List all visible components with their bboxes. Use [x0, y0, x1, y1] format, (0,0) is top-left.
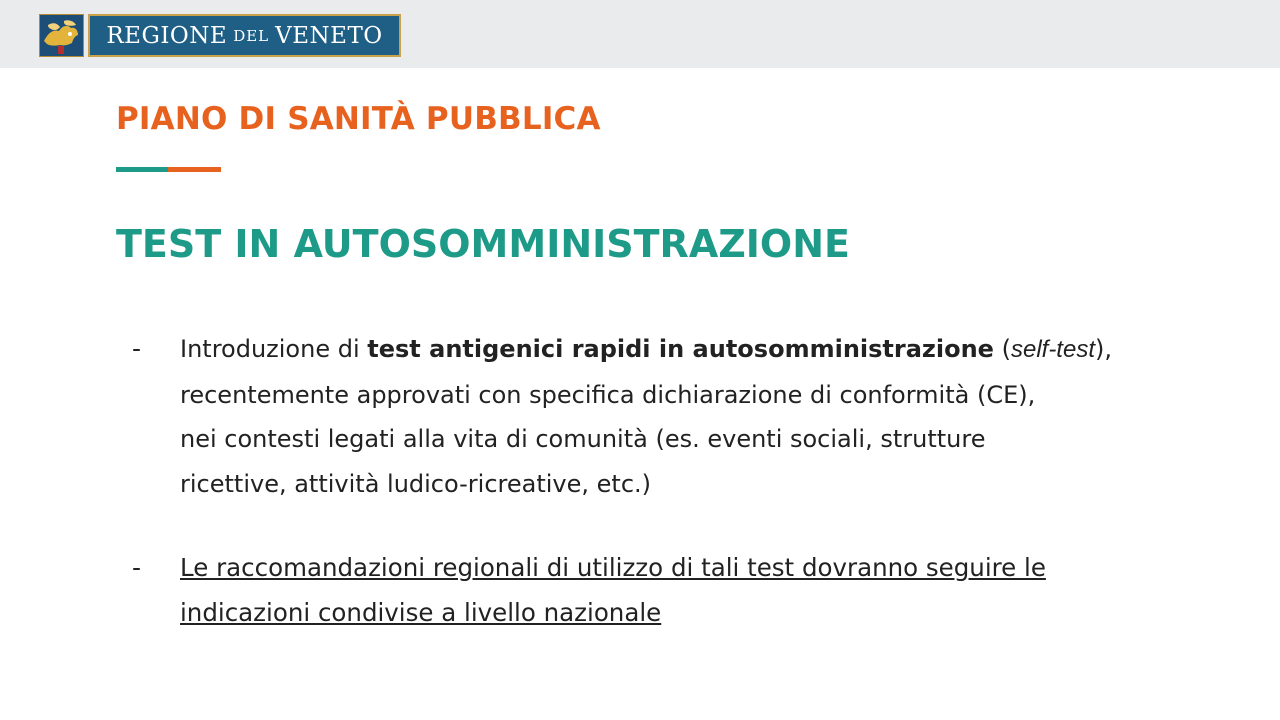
bullet-line: [180, 591, 1172, 636]
bullet-emphasis: test antigenici rapidi in autosomministrazione: [367, 335, 994, 363]
bullet-line: recentemente approvati con specifica dichiarazione di conformità (CE),: [180, 380, 1036, 409]
regione-veneto-logo: [39, 14, 401, 57]
accent-orange-segment: [168, 167, 221, 172]
lion-of-saint-mark-crest-icon: [39, 14, 84, 57]
brand-main: REGIONE: [106, 22, 228, 49]
bullet-text: [180, 546, 1172, 635]
bullet-line: [180, 327, 1172, 373]
paren-close: ),: [1095, 335, 1112, 363]
underlined-text: indicazioni condivise a livello nazionale: [180, 597, 662, 627]
bullet-item-1: [132, 327, 1172, 506]
bullet-line: nei contesti legati alla vita di comunità (es. eventi sociali, strutture: [180, 425, 986, 453]
title-accent-bar: [116, 167, 221, 172]
bullet-dash: -: [132, 553, 142, 582]
accent-teal-segment: [116, 167, 168, 172]
page-heading: TEST IN AUTOSOMMINISTRAZIONE: [116, 222, 850, 266]
bullet-text: [180, 327, 1172, 506]
underlined-text: Le raccomandazioni regionali di utilizzo di tali test dovranno seguire le: [180, 553, 1046, 582]
section-title: PIANO DI SANITÀ PUBBLICA: [116, 101, 601, 137]
regione-veneto-wordmark: [88, 14, 401, 57]
bullet-item-2: [132, 546, 1172, 635]
bullet-line: ricettive, attività ludico-ricreative, etc.): [180, 469, 651, 498]
bullet-line: [180, 546, 1172, 591]
brand-small: DEL: [233, 26, 270, 45]
brand-end: VENETO: [275, 22, 383, 49]
bullet-dash: -: [132, 334, 142, 363]
self-test-italic: self-test: [1010, 336, 1095, 363]
bullet-text-prefix: Introduzione di: [180, 335, 368, 363]
header-bar: [0, 0, 1280, 68]
paren-open: (: [993, 335, 1011, 363]
